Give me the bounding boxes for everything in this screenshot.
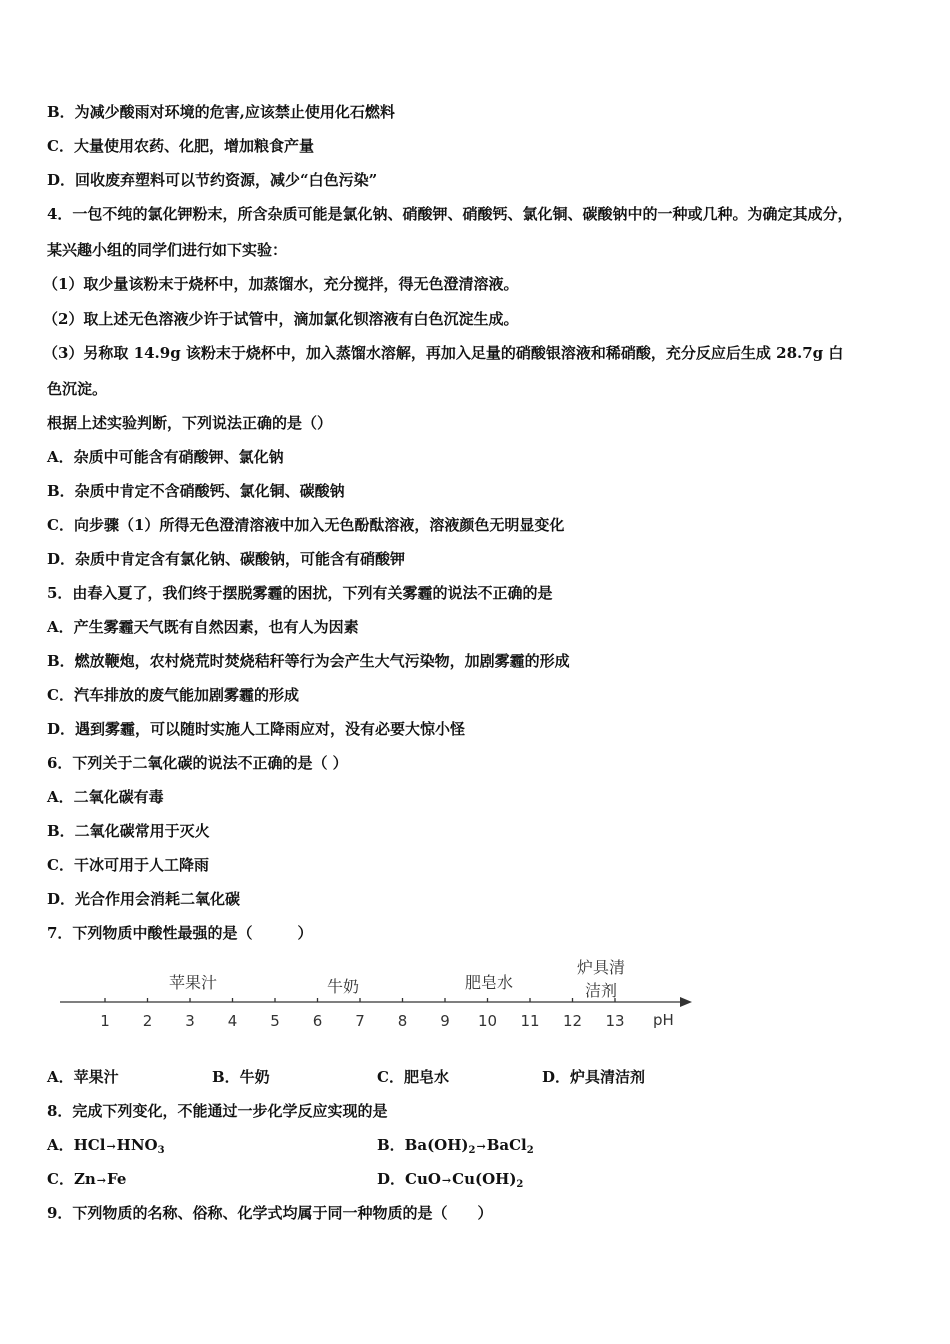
q4-option-d: D．杂质中肯定含有氯化钠、碳酸钠，可能含有硝酸钾	[47, 550, 406, 568]
ph-tick-label: 7	[355, 1012, 365, 1030]
q7-option-b: B．牛奶	[212, 1068, 270, 1086]
q8-d-to-subscript: 2	[516, 1179, 524, 1190]
q5-stem: 5．由春入夏了，我们终于摆脱雾霾的困扰，下列有关雾霾的说法不正确的是	[47, 584, 553, 602]
q8-d-from: D．CuO	[377, 1170, 441, 1188]
ph-tick-label: 4	[227, 1012, 238, 1030]
q9-stem: 9．下列物质的名称、俗称、化学式均属于同一种物质的是（ ）	[47, 1204, 493, 1222]
q4-stem-line1: 4．一包不纯的氯化钾粉末，所含杂质可能是氯化钠、硝酸钾、硝酸钙、氯化铜、碳酸钠中的一种或几种。为确定其成分，	[47, 205, 853, 223]
ph-tick-label: 9	[440, 1012, 450, 1030]
ph-tick-label: 10	[477, 1012, 498, 1030]
q8-b-from-subscript: 2	[468, 1145, 476, 1156]
ph-label-stove-cleaner-line1: 炉具清	[577, 958, 626, 977]
ph-tick-label: 1	[100, 1012, 110, 1030]
ph-tick-label: 3	[185, 1012, 195, 1030]
q7-option-a: A．苹果汁	[47, 1068, 119, 1086]
q5-option-b: B．燃放鞭炮，农村烧荒时焚烧秸秆等行为会产生大气污染物，加剧雾霾的形成	[47, 652, 570, 670]
q3-option-d: D．回收废弃塑料可以节约资源，减少“白色污染”	[47, 171, 378, 189]
q4-stem-line2: 某兴趣小组的同学们进行如下实验：	[47, 241, 288, 259]
ph-unit-label: pH	[653, 1011, 674, 1029]
q8-a-to-subscript: 3	[157, 1145, 165, 1156]
q4-step2: （2）取上述无色溶液少许于试管中，滴加氯化钡溶液有白色沉淀生成。	[43, 310, 519, 328]
q5-option-d: D．遇到雾霾，可以随时实施人工降雨应对，没有必要大惊小怪	[47, 720, 466, 738]
q3-option-c: C．大量使用农药、化肥，增加粮食产量	[47, 137, 314, 155]
q4-step3-line1: （3）另称取 14.9g 该粉末于烧杯中，加入蒸馏水溶解，再加入足量的硝酸银溶液和稀硝酸，充分反应后生成 28.7g 白	[43, 344, 844, 362]
ph-tick-label: 5	[270, 1012, 280, 1030]
q6-option-b: B．二氧化碳常用于灭火	[47, 822, 210, 840]
q3-option-b: B．为减少酸雨对环境的危害,应该禁止使用化石燃料	[47, 103, 395, 121]
q6-option-d: D．光合作用会消耗二氧化碳	[47, 890, 241, 908]
q8-d-to: Cu(OH)	[452, 1170, 517, 1188]
ph-scale-diagram	[55, 955, 705, 1035]
q8-option-c	[47, 1169, 126, 1191]
ph-tick-label: 11	[520, 1012, 540, 1030]
q8-a-from: A．HCl	[47, 1136, 106, 1154]
q4-option-a: A．杂质中可能含有硝酸钾、氯化钠	[47, 448, 284, 466]
q8-option-d	[377, 1169, 523, 1195]
q7-option-c: C．肥皂水	[377, 1068, 449, 1086]
ph-tick-label: 6	[312, 1012, 323, 1030]
ph-tick-label: 12	[562, 1012, 583, 1030]
q8-stem: 8．完成下列变化，不能通过一步化学反应实现的是	[47, 1102, 388, 1120]
q4-question: 根据上述实验判断，下列说法正确的是（）	[47, 414, 333, 432]
q8-b-to: BaCl	[486, 1136, 527, 1154]
q5-option-c: C．汽车排放的废气能加剧雾霾的形成	[47, 686, 299, 704]
q8-a-to: HNO	[116, 1136, 158, 1154]
reaction-arrow: →	[106, 1140, 116, 1153]
ph-axis-arrow	[680, 997, 692, 1007]
q4-option-b: B．杂质中肯定不含硝酸钙、氯化铜、碳酸钠	[47, 482, 345, 500]
q5-option-a: A．产生雾霾天气既有自然因素，也有人为因素	[47, 618, 359, 636]
q8-c-to: Fe	[107, 1170, 127, 1188]
q8-c-from: C．Zn	[47, 1170, 96, 1188]
q4-option-c: C．向步骤（1）所得无色澄清溶液中加入无色酚酞溶液，溶液颜色无明显变化	[47, 516, 565, 534]
q6-stem: 6．下列关于二氧化碳的说法不正确的是（ ）	[47, 754, 348, 772]
q8-option-b	[377, 1135, 534, 1161]
ph-label-apple-juice: 苹果汁	[169, 973, 218, 992]
ph-label-stove-cleaner-line2: 洁剂	[585, 981, 618, 1000]
ph-tick-label: 2	[142, 1012, 153, 1030]
ph-label-milk: 牛奶	[327, 977, 360, 996]
q4-step3-line2: 色沉淀。	[47, 380, 108, 398]
q4-step1: （1）取少量该粉末于烧杯中，加蒸馏水，充分搅拌，得无色澄清溶液。	[43, 275, 519, 293]
reaction-arrow: →	[476, 1140, 486, 1153]
q8-option-a	[47, 1135, 165, 1161]
reaction-arrow: →	[96, 1174, 107, 1187]
ph-tick-label: 8	[397, 1012, 408, 1030]
q7-option-d: D．炉具清洁剂	[542, 1068, 646, 1086]
q8-b-to-subscript: 2	[526, 1145, 534, 1156]
q6-option-c: C．干冰可用于人工降雨	[47, 856, 209, 874]
q6-option-a: A．二氧化碳有毒	[47, 788, 164, 806]
q8-b-from: B．Ba(OH)	[377, 1136, 469, 1154]
ph-tick-label: 13	[605, 1012, 625, 1030]
reaction-arrow: →	[441, 1174, 452, 1187]
ph-label-soap-water: 肥皂水	[465, 973, 514, 992]
q7-stem: 7．下列物质中酸性最强的是（ ）	[47, 924, 313, 942]
